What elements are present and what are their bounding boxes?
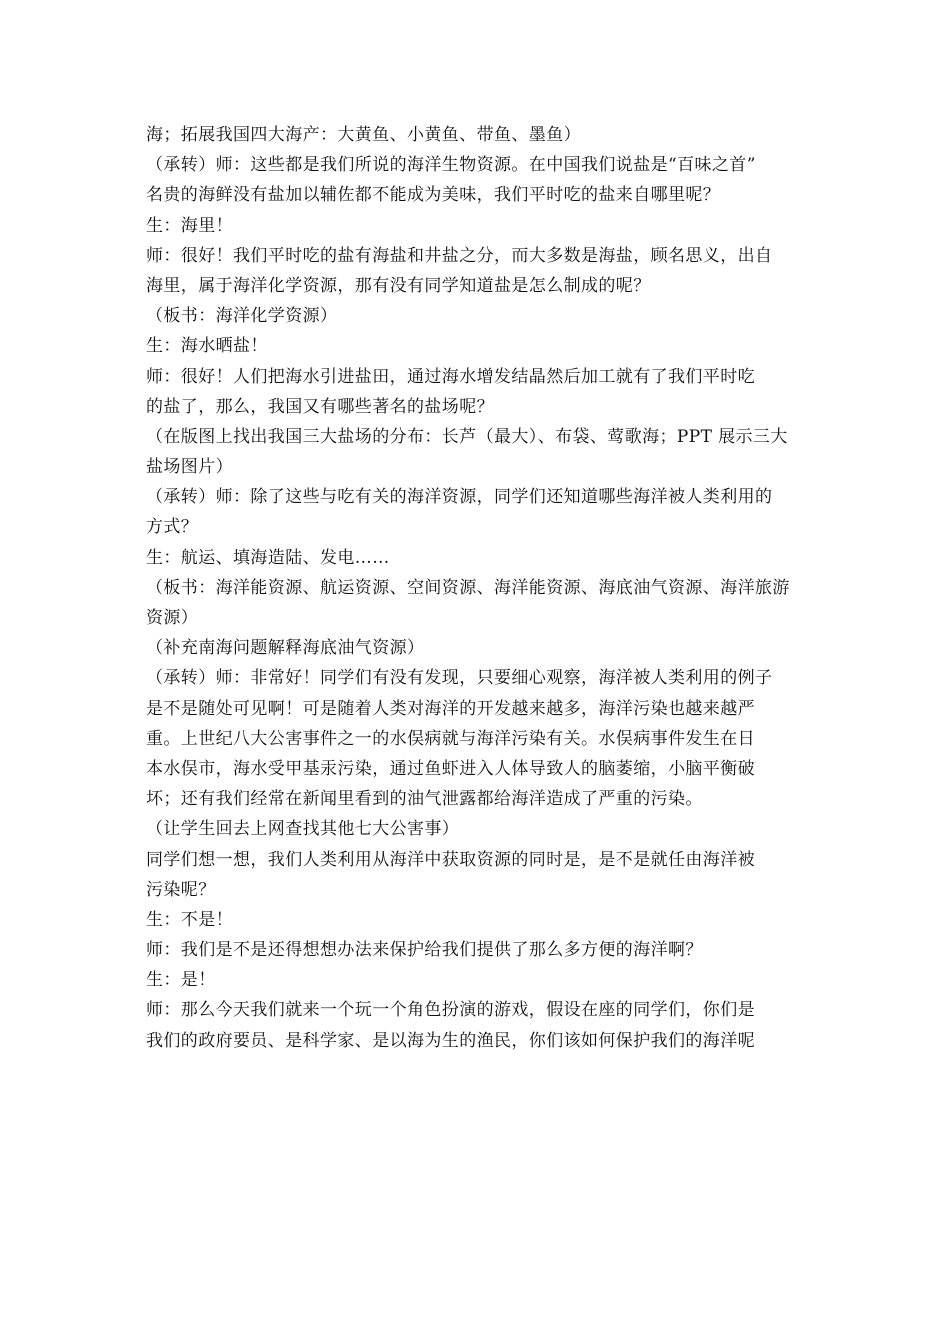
text-line: 本水俣市，海水受甲基汞污染，通过鱼虾进入人体导致人的脑萎缩，小脑平衡破 xyxy=(146,758,755,779)
text-line: 同学们想一想，我们人类利用从海洋中获取资源的同时是，是不是就任由海洋被 xyxy=(146,849,755,870)
text-line: 生：航运、填海造陆、发电…… xyxy=(146,547,390,568)
text-line: 我们的政府要员、是科学家、是以海为生的渔民，你们该如何保护我们的海洋呢 xyxy=(146,1030,755,1051)
text-line: 师：那么今天我们就来一个玩一个角色扮演的游戏，假设在座的同学们，你们是 xyxy=(146,1000,755,1021)
text-line: （在版图上找出我国三大盐场的分布：长芦（最大）、布袋、莺歌海；PPT 展示三大 xyxy=(146,426,788,447)
text-line: （承转）师：这些都是我们所说的海洋生物资源。在中国我们说盐是“百味之首” xyxy=(146,155,756,176)
text-line: （承转）师：除了这些与吃有关的海洋资源，同学们还知道哪些海洋被人类利用的 xyxy=(146,487,773,508)
text-line: 生：不是！ xyxy=(146,909,233,930)
text-line: 的盐了，那么，我国又有哪些著名的盐场呢？ xyxy=(146,396,494,417)
text-line: （承转）师：非常好！同学们有没有发现，只要细心观察，海洋被人类利用的例子 xyxy=(146,668,773,689)
text-line: （补充南海问题解释海底油气资源） xyxy=(146,638,425,659)
text-line: 资源） xyxy=(146,608,199,628)
text-line: 生：是！ xyxy=(146,970,216,991)
text-line: 是不是随处可见啊！可是随着人类对海洋的开发越来越多，海洋污染也越来越严 xyxy=(146,698,755,719)
text-line: 坏；还有我们经常在新闻里看到的油气泄露都给海洋造成了严重的污染。 xyxy=(146,789,703,810)
text-line: （让学生回去上网查找其他七大公害事） xyxy=(146,819,460,840)
text-line: 师：我们是不是还得想想办法来保护给我们提供了那么多方便的海洋啊？ xyxy=(146,940,703,961)
text-line: 海里，属于海洋化学资源，那有没有同学知道盐是怎么制成的呢？ xyxy=(146,275,651,296)
text-line: 生：海里！ xyxy=(146,215,233,236)
text-line: 名贵的海鲜没有盐加以辅佐都不能成为美味，我们平时吃的盐来自哪里呢？ xyxy=(146,185,721,206)
text-line: （板书：海洋化学资源） xyxy=(146,306,338,327)
text-line: 师：很好！人们把海水引进盐田，通过海水增发结晶然后加工就有了我们平时吃 xyxy=(146,366,755,387)
text-line: 方式？ xyxy=(146,517,199,538)
text-line: 师：很好！我们平时吃的盐有海盐和井盐之分，而大多数是海盐，顾名思义，出自 xyxy=(146,245,773,266)
text-line: （板书：海洋能资源、航运资源、空间资源、海洋能资源、海底油气资源、海洋旅游 xyxy=(146,577,790,598)
text-line: 海；拓展我国四大海产：大黄鱼、小黄鱼、带鱼、墨鱼） xyxy=(146,125,581,145)
document-body xyxy=(146,120,810,1056)
text-line: 污染呢？ xyxy=(146,879,216,900)
text-line: 盐场图片） xyxy=(146,457,233,478)
text-line: 重。上世纪八大公害事件之一的水俣病就与海洋污染有关。水俣病事件发生在日 xyxy=(146,728,755,749)
text-line: 生：海水晒盐！ xyxy=(146,336,268,357)
